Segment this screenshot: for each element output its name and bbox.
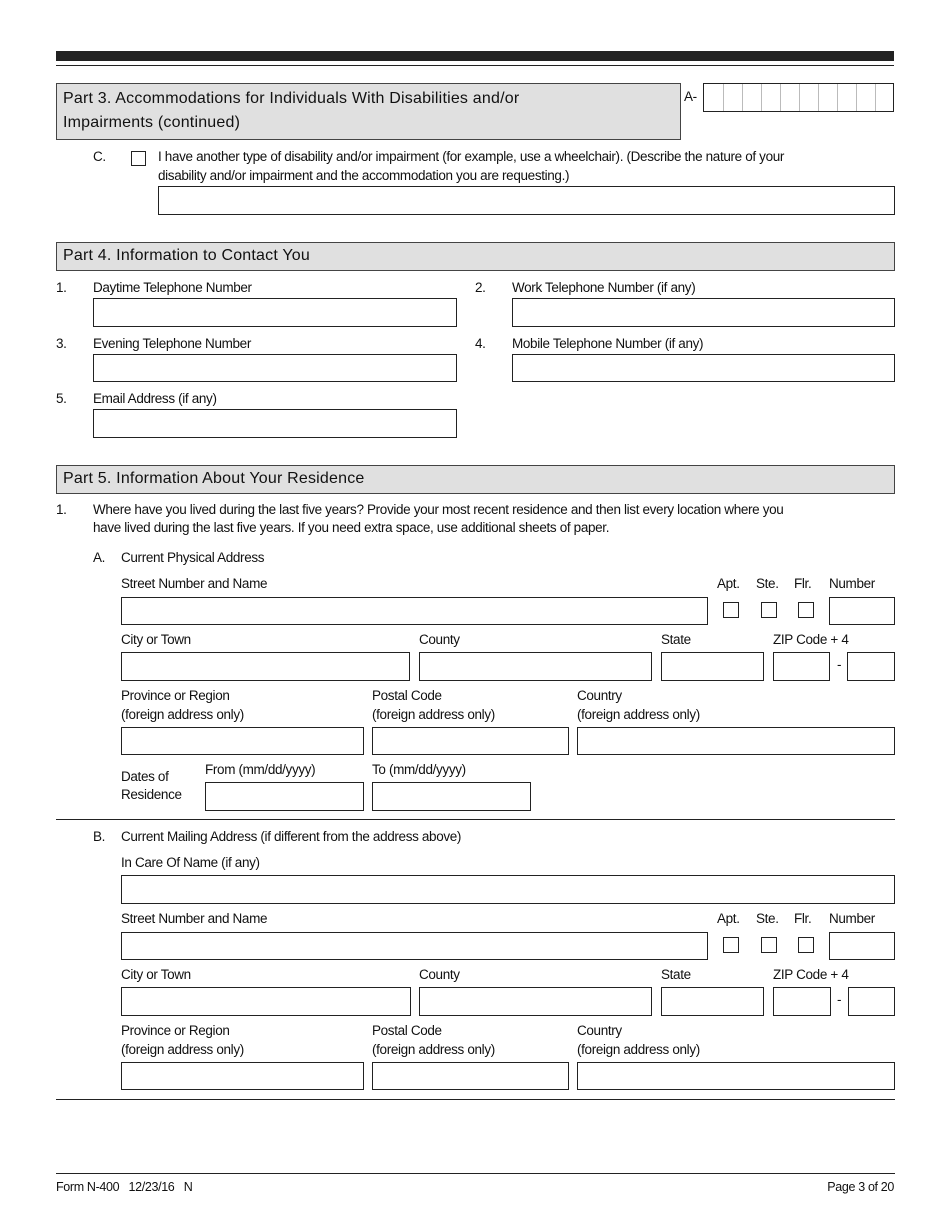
postal-label: Postal Code — [372, 1023, 442, 1038]
physical-zip4-input[interactable] — [847, 652, 895, 681]
question-text-line1: Where have you lived during the last five years? Provide your most recent residence and then list every location where you — [93, 502, 784, 517]
country-sublabel: (foreign address only) — [577, 1042, 700, 1057]
in-care-of-input[interactable] — [121, 875, 895, 904]
ste-label: Ste. — [756, 911, 779, 926]
postal-sublabel: (foreign address only) — [372, 1042, 495, 1057]
state-label: State — [661, 967, 691, 982]
mailing-address-title: Current Mailing Address (if different from the address above) — [121, 829, 462, 844]
mailing-zip-input[interactable] — [773, 987, 831, 1016]
mobile-phone-label: Mobile Telephone Number (if any) — [512, 336, 704, 351]
to-date-input[interactable] — [372, 782, 531, 811]
physical-state-input[interactable] — [661, 652, 764, 681]
province-label: Province or Region — [121, 1023, 230, 1038]
mailing-county-input[interactable] — [419, 987, 652, 1016]
province-sublabel: (foreign address only) — [121, 707, 244, 722]
province-label: Province or Region — [121, 688, 230, 703]
physical-province-input[interactable] — [121, 727, 364, 755]
work-phone-input[interactable] — [512, 298, 895, 327]
from-date-label: From (mm/dd/yyyy) — [205, 762, 316, 777]
number-label: Number — [829, 576, 875, 591]
postal-sublabel: (foreign address only) — [372, 707, 495, 722]
part3-header — [56, 83, 681, 140]
section-b-letter: B. — [93, 829, 106, 844]
part4-header: Part 4. Information to Contact You — [56, 242, 895, 271]
physical-street-input[interactable] — [121, 597, 708, 625]
daytime-phone-input[interactable] — [93, 298, 457, 327]
city-label: City or Town — [121, 632, 191, 647]
a-number-label: A- — [684, 89, 697, 104]
section-divider — [56, 1099, 895, 1100]
top-thick-rule — [56, 51, 894, 61]
physical-county-input[interactable] — [419, 652, 652, 681]
form-id: Form N-400 12/23/16 N — [56, 1180, 193, 1194]
top-thin-rule — [56, 65, 894, 66]
field-number: 3. — [56, 336, 67, 351]
physical-city-input[interactable] — [121, 652, 410, 681]
physical-country-input[interactable] — [577, 727, 895, 755]
physical-apt-checkbox[interactable] — [723, 602, 739, 618]
part5-header: Part 5. Information About Your Residence — [56, 465, 895, 494]
street-label: Street Number and Name — [121, 576, 268, 591]
field-number: 4. — [475, 336, 486, 351]
number-label: Number — [829, 911, 875, 926]
flr-label: Flr. — [794, 911, 812, 926]
mailing-apt-checkbox[interactable] — [723, 937, 739, 953]
field-number: 5. — [56, 391, 67, 406]
ste-label: Ste. — [756, 576, 779, 591]
email-input[interactable] — [93, 409, 457, 438]
county-label: County — [419, 967, 460, 982]
disability-description-input[interactable] — [158, 186, 895, 215]
dates-label-line2: Residence — [121, 787, 182, 802]
zip-dash: - — [837, 657, 842, 672]
field-number: 1. — [56, 280, 67, 295]
county-label: County — [419, 632, 460, 647]
daytime-phone-label: Daytime Telephone Number — [93, 280, 252, 295]
physical-flr-checkbox[interactable] — [798, 602, 814, 618]
zip-label: ZIP Code + 4 — [773, 967, 849, 982]
apt-label: Apt. — [717, 576, 740, 591]
page-number: Page 3 of 20 — [827, 1180, 894, 1194]
city-label: City or Town — [121, 967, 191, 982]
question-text-line2: have lived during the last five years. If you need extra space, use additional sheets of paper. — [93, 520, 610, 535]
mailing-street-input[interactable] — [121, 932, 708, 960]
mailing-zip4-input[interactable] — [848, 987, 895, 1016]
dates-label-line1: Dates of — [121, 769, 169, 784]
a-number-input[interactable] — [703, 83, 894, 112]
evening-phone-input[interactable] — [93, 354, 457, 382]
mailing-country-input[interactable] — [577, 1062, 895, 1090]
mailing-province-input[interactable] — [121, 1062, 364, 1090]
country-label: Country — [577, 688, 622, 703]
mobile-phone-input[interactable] — [512, 354, 895, 382]
item-c-letter: C. — [93, 149, 106, 164]
mailing-flr-checkbox[interactable] — [798, 937, 814, 953]
field-number: 2. — [475, 280, 486, 295]
physical-address-title: Current Physical Address — [121, 550, 265, 565]
item-c-text-line1: I have another type of disability and/or impairment (for example, use a wheelchair). (Describe the nature of your — [158, 149, 785, 164]
province-sublabel: (foreign address only) — [121, 1042, 244, 1057]
flr-label: Flr. — [794, 576, 812, 591]
section-divider — [56, 819, 895, 820]
physical-zip-input[interactable] — [773, 652, 830, 681]
zip-dash: - — [837, 992, 842, 1007]
part3-title-line1: Part 3. Accommodations for Individuals With Disabilities and/or — [63, 90, 520, 107]
mailing-postal-input[interactable] — [372, 1062, 569, 1090]
mailing-number-input[interactable] — [829, 932, 895, 960]
part3-title-line2: Impairments (continued) — [63, 114, 241, 131]
item-c-text-line2: disability and/or impairment and the accommodation you are requesting.) — [158, 168, 570, 183]
section-a-letter: A. — [93, 550, 106, 565]
mailing-state-input[interactable] — [661, 987, 764, 1016]
question-number: 1. — [56, 502, 67, 517]
physical-ste-checkbox[interactable] — [761, 602, 777, 618]
to-date-label: To (mm/dd/yyyy) — [372, 762, 466, 777]
physical-postal-input[interactable] — [372, 727, 569, 755]
email-label: Email Address (if any) — [93, 391, 217, 406]
postal-label: Postal Code — [372, 688, 442, 703]
footer-rule — [56, 1173, 895, 1174]
work-phone-label: Work Telephone Number (if any) — [512, 280, 696, 295]
mailing-ste-checkbox[interactable] — [761, 937, 777, 953]
state-label: State — [661, 632, 691, 647]
apt-label: Apt. — [717, 911, 740, 926]
zip-label: ZIP Code + 4 — [773, 632, 849, 647]
from-date-input[interactable] — [205, 782, 364, 811]
country-sublabel: (foreign address only) — [577, 707, 700, 722]
item-c-checkbox[interactable] — [131, 151, 146, 166]
street-label: Street Number and Name — [121, 911, 268, 926]
country-label: Country — [577, 1023, 622, 1038]
in-care-of-label: In Care Of Name (if any) — [121, 855, 260, 870]
physical-number-input[interactable] — [829, 597, 895, 625]
evening-phone-label: Evening Telephone Number — [93, 336, 251, 351]
mailing-city-input[interactable] — [121, 987, 411, 1016]
